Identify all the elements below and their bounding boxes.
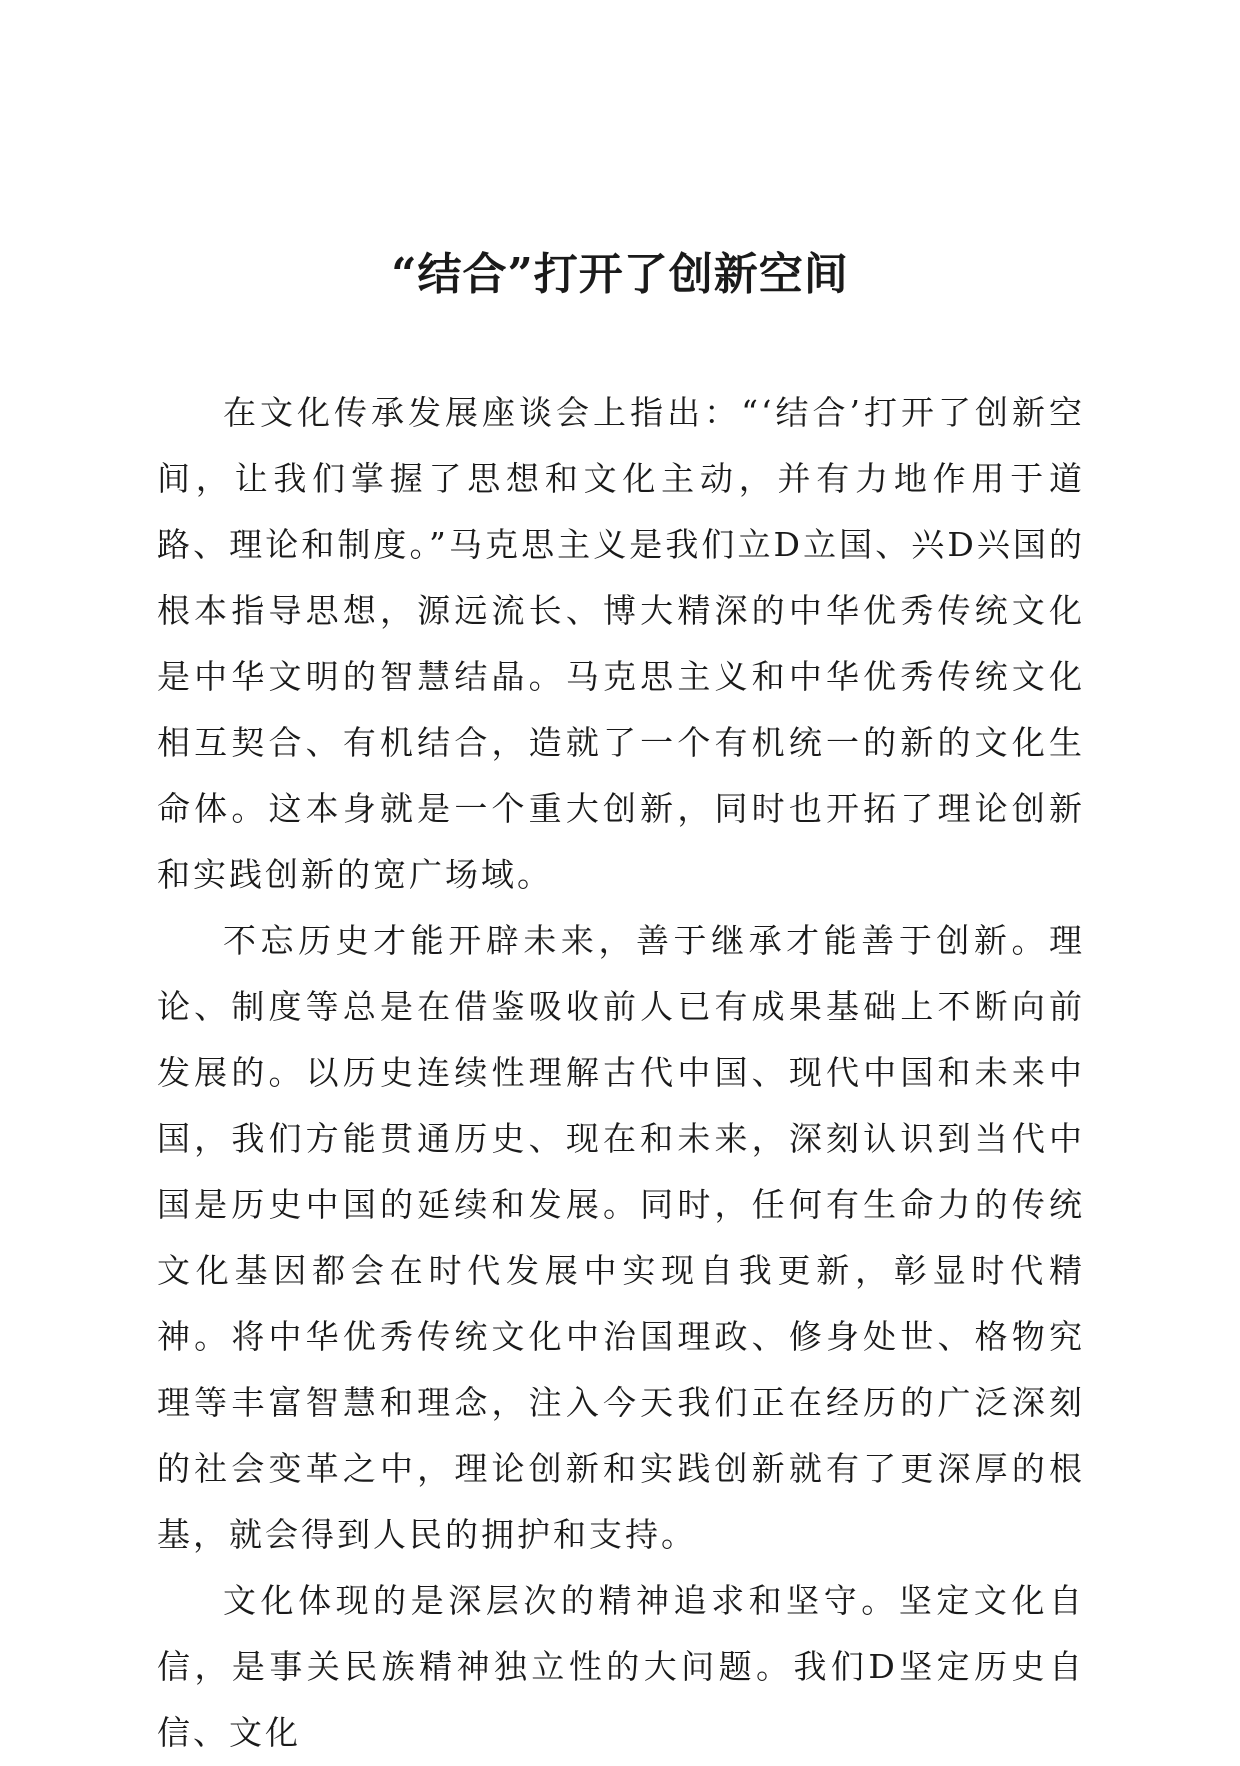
paragraph-2: 不忘历史才能开辟未来，善于继承才能善于创新。理论、制度等总是在借鉴吸收前人已有成果基础上不断向前发展的。以历史连续性理解古代中国、现代中国和未来中国，我们方能贯通历史、现在和未来，深刻认识到当代中国是历史中国的延续和发展。同时，任何有生命力的传统文化基因都会在时代发展中实现自我更新，彰显时代精神。将中华优秀传统文化中治国理政、修身处世、格物究理等丰富智慧和理念，注入今天我们正在经历的广泛深刻的社会变革之中，理论创新和实践创新就有了更深厚的根基，就会得到人民的拥护和支持。 <box>157 921 1085 1554</box>
document-body <box>157 380 1085 1766</box>
paragraph-1: 在文化传承发展座谈会上指出：“‘结合’打开了创新空间，让我们掌握了思想和文化主动，并有力地作用于道路、理论和制度。”马克思主义是我们立D立国、兴D兴国的根本指导思想，源远流长、博大精深的中华优秀传统文化是中华文明的智慧结晶。马克思主义和中华优秀传统文化相互契合、有机结合，造就了一个有机统一的新的文化生命体。这本身就是一个重大创新，同时也开拓了理论创新和实践创新的宽广场域。 <box>157 393 1085 894</box>
document-title: “结合”打开了创新空间 <box>391 249 849 300</box>
paragraph-3: 文化体现的是深层次的精神追求和坚守。坚定文化自信，是事关民族精神独立性的大问题。我们D坚定历史自信、文化 <box>157 1581 1085 1752</box>
